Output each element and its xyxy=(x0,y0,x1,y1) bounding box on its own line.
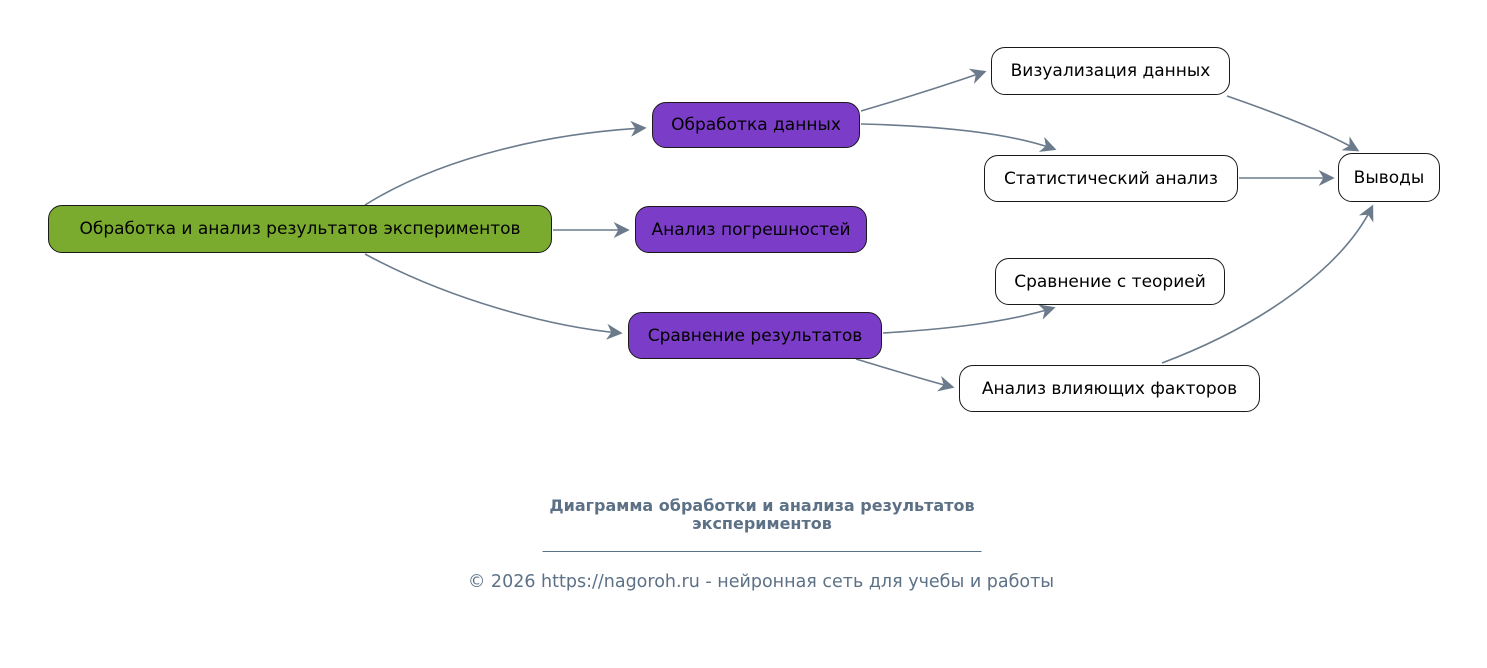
edge-comparison-theory xyxy=(883,308,1053,333)
edge-visualization-conclusions xyxy=(1227,96,1357,150)
diagram-title-line1: Диаграмма обработки и анализа результатов xyxy=(549,496,975,515)
divider-line xyxy=(543,551,982,552)
node-statistical-analysis: Статистический анализ xyxy=(984,155,1238,202)
node-conclusions: Выводы xyxy=(1338,153,1440,202)
diagram-title xyxy=(549,497,974,532)
node-results-comparison: Сравнение результатов xyxy=(628,312,882,359)
edge-comparison-factors xyxy=(856,359,952,387)
node-theory-comparison: Сравнение с теорией xyxy=(995,258,1225,305)
edge-processing-statistics xyxy=(861,124,1054,149)
node-data-processing: Обработка данных xyxy=(652,102,860,148)
copyright-text: © 2026 https://nagoroh.ru - нейронная сеть для учебы и работы xyxy=(467,572,1055,592)
node-error-analysis: Анализ погрешностей xyxy=(635,206,867,253)
node-data-visualization: Визуализация данных xyxy=(991,47,1230,95)
edge-root-processing xyxy=(365,128,644,205)
edge-processing-visualization xyxy=(861,72,984,111)
node-influencing-factors: Анализ влияющих факторов xyxy=(959,365,1260,412)
node-root: Обработка и анализ результатов экспериментов xyxy=(48,205,552,253)
diagram-title-line2: экспериментов xyxy=(692,513,832,533)
edge-root-comparison xyxy=(365,254,620,333)
